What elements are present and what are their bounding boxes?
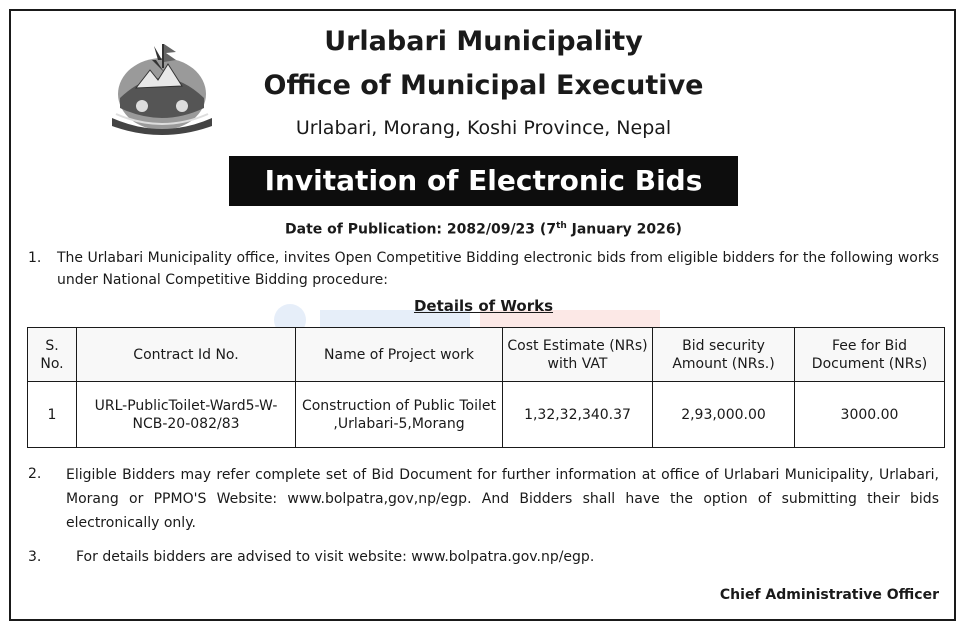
notice-banner: Invitation of Electronic Bids	[229, 156, 738, 206]
table-header-row	[28, 328, 945, 382]
header-project-name: Name of Project work	[296, 328, 503, 382]
office-address: Urlabari, Morang, Koshi Province, Nepal	[295, 117, 672, 139]
publication-date: Date of Publication: 2082/09/23 (7th January 2026)	[285, 221, 682, 238]
header-sno: S. No.	[28, 328, 77, 382]
header-cost-estimate: Cost Estimate (NRs) with VAT	[503, 328, 653, 382]
office-title: Office of Municipal Executive	[263, 70, 704, 101]
header-bid-fee: Fee for Bid Document (NRs)	[795, 328, 945, 382]
paragraph-1-number: 1.	[28, 250, 42, 266]
cell-contract-id: URL-PublicToilet-Ward5-W-NCB-20-082/83	[77, 382, 296, 448]
paragraph-2: Eligible Bidders may refer complete set of Bid Document for further information at office of Urlabari Municipality, Urlabari, Morang or PPMO'S Website: www.bolpatra,gov,np/egp. And Bidders shall have the option of submitting their bids electronically only.	[66, 467, 939, 531]
cell-bid-fee: 3000.00	[795, 382, 945, 448]
paragraph-3-number: 3.	[28, 549, 42, 565]
municipality-title: Urlabari Municipality	[324, 26, 643, 57]
header-contract-id: Contract Id No.	[77, 328, 296, 382]
paragraph-3: For details bidders are advised to visit website: www.bolpatra.gov.np/egp.	[76, 549, 595, 565]
table-row	[28, 382, 945, 448]
cell-cost-estimate: 1,32,32,340.37	[503, 382, 653, 448]
signature: Chief Administrative Officer	[719, 587, 939, 603]
paragraph-2-number: 2.	[28, 466, 42, 482]
cell-project-name: Construction of Public Toilet ,Urlabari-5,Morang	[296, 382, 503, 448]
cell-sno: 1	[28, 382, 77, 448]
paragraph-1: The Urlabari Municipality office, invites Open Competitive Bidding electronic bids from eligible bidders for the following works under National Competitive Bidding procedure:	[57, 250, 939, 288]
cell-bid-security: 2,93,000.00	[653, 382, 795, 448]
header-bid-security: Bid security Amount (NRs.)	[653, 328, 795, 382]
details-heading: Details of Works	[413, 297, 554, 315]
works-table	[27, 327, 945, 448]
